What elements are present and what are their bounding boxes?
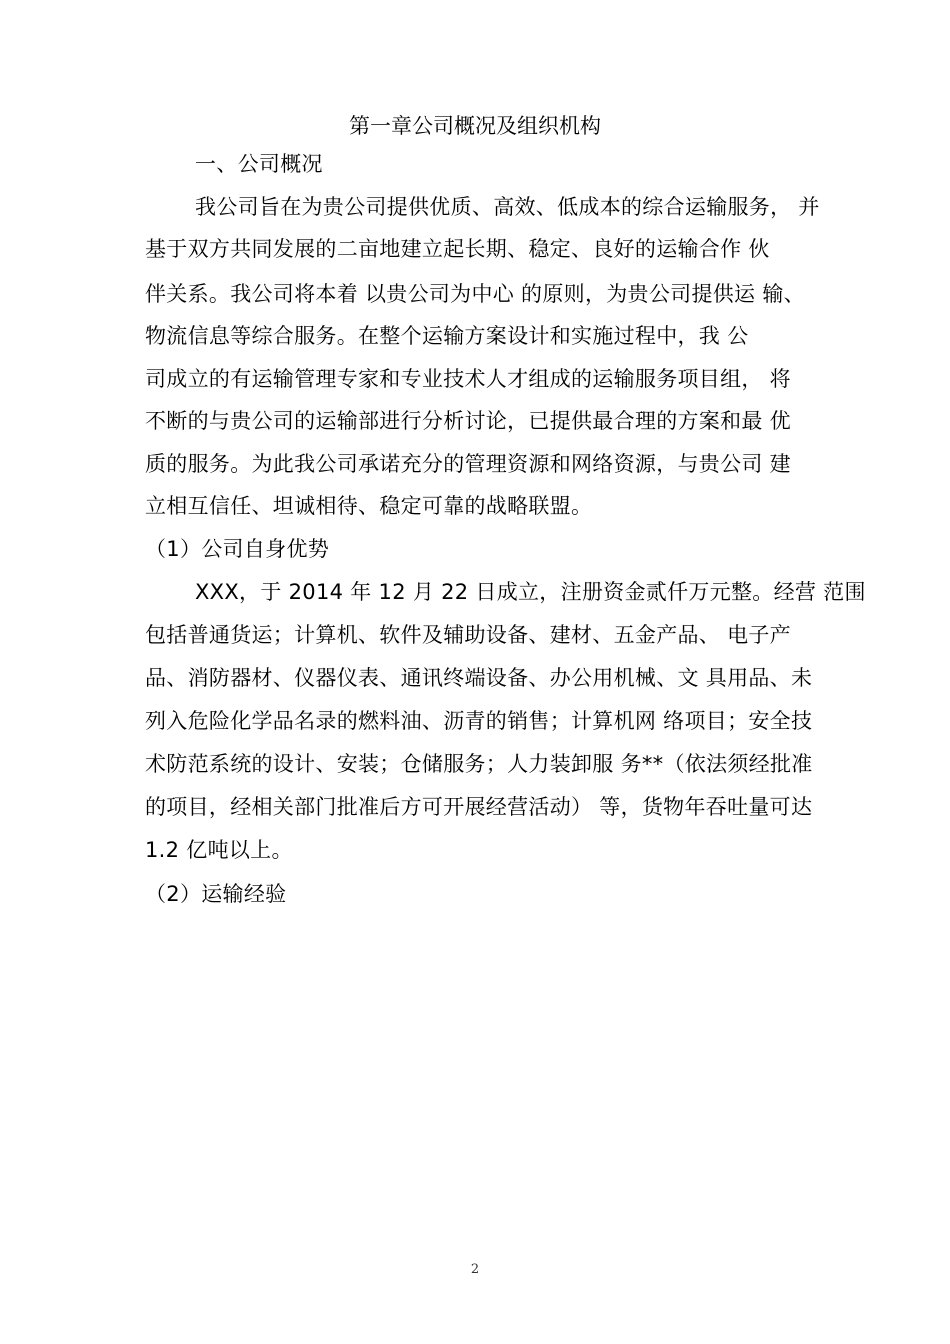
intro-line-5: 司成立的有运输管理专家和专业技术人才组成的运输服务项目组， 将 [145, 367, 791, 391]
subsection-heading-2: （2）运输经验 [145, 882, 287, 906]
intro-line-3: 伴关系。我公司将本着 以贵公司为中心 的原则，为贵公司提供运 输、 [145, 282, 805, 306]
advantage-line-4: 列入危险化学品名录的燃料油、沥青的销售；计算机网 络项目；安全技 [145, 709, 813, 733]
intro-line-8: 立相互信任、坦诚相待、稳定可靠的战略联盟。 [145, 494, 593, 518]
chapter-title: 第一章公司概况及组织机构 [349, 114, 601, 138]
intro-line-4: 物流信息等综合服务。在整个运输方案设计和实施过程中，我 公 [145, 324, 749, 348]
intro-line-6: 不断的与贵公司的运输部进行分析讨论，已提供最合理的方案和最 优 [145, 409, 791, 433]
subsection-heading-1: （1）公司自身优势 [145, 537, 330, 561]
page-number: 2 [470, 1262, 480, 1277]
advantage-line-6: 的项目，经相关部门批准后方可开展经营活动） 等，货物年吞吐量可达 [145, 795, 813, 819]
advantage-line-5: 术防范系统的设计、安装；仓储服务；人力装卸服 务**（依法须经批准 [145, 752, 813, 776]
intro-line-2: 基于双方共同发展的二亩地建立起长期、稳定、良好的运输合作 伙 [145, 237, 770, 261]
intro-line-7: 质的服务。为此我公司承诺充分的管理资源和网络资源，与贵公司 建 [145, 452, 791, 476]
section-heading: 一、公司概况 [195, 152, 323, 176]
advantage-line-2: 包括普通货运；计算机、软件及辅助设备、建材、五金产品、 电子产 [145, 623, 791, 647]
advantage-line-1: XXX，于 2014 年 12 月 22 日成立，注册资金贰仟万元整。经营 范围 [195, 580, 866, 604]
advantage-line-7: 1.2 亿吨以上。 [145, 838, 293, 862]
intro-line-1: 我公司旨在为贵公司提供优质、高效、低成本的综合运输服务， 并 [195, 195, 820, 219]
advantage-line-3: 品、消防器材、仪器仪表、通讯终端设备、办公用机械、文 具用品、未 [145, 666, 813, 690]
